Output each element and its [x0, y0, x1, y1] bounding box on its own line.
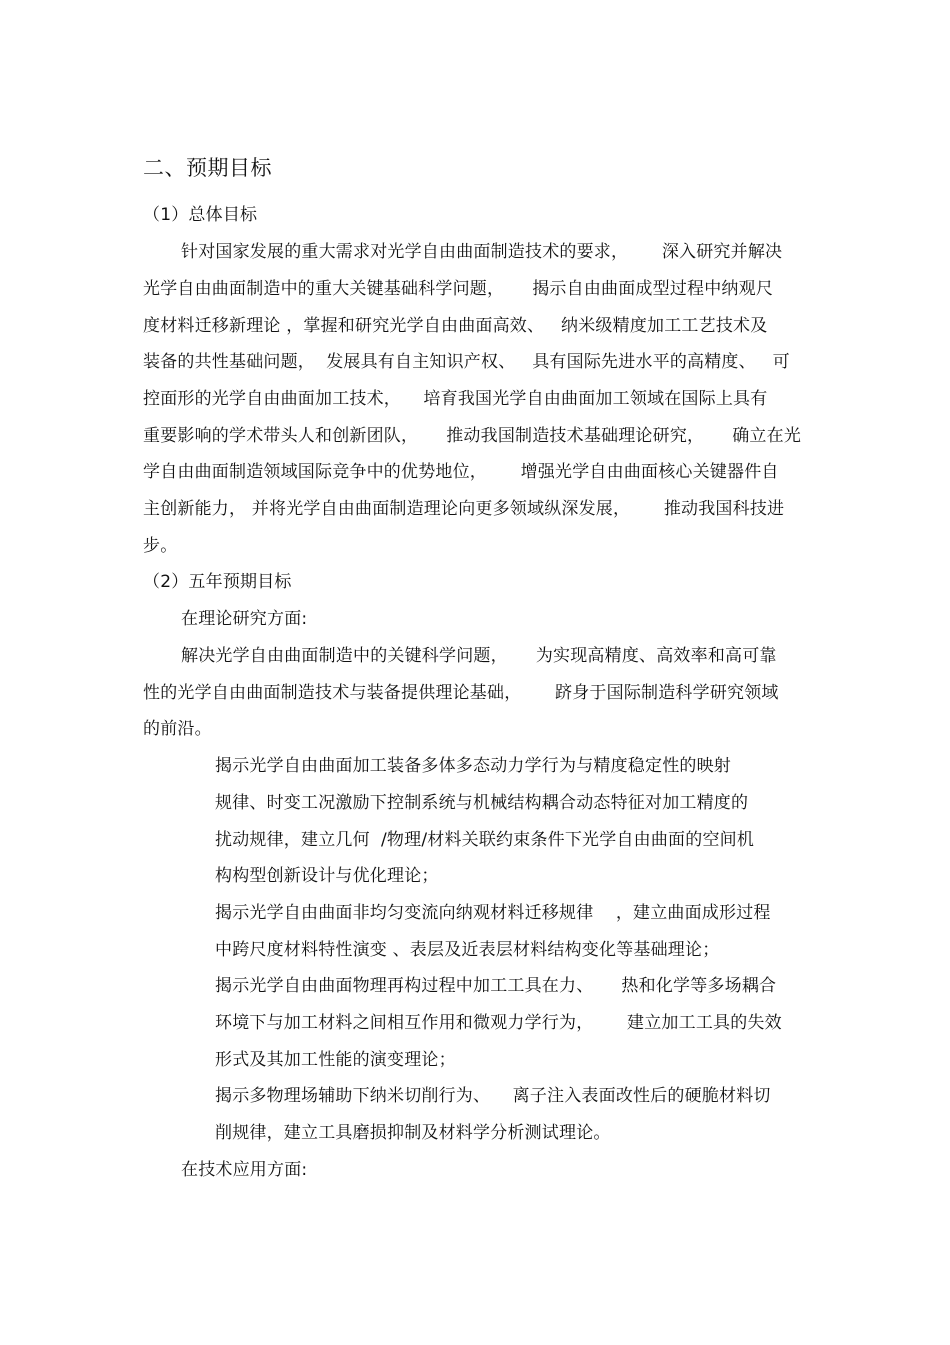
goal-item-line: 揭示光学自由曲面物理再构过程中加工工具在力、 热和化学等多场耦合	[215, 976, 777, 996]
goal-item-line: 形式及其加工性能的演变理论；	[215, 1050, 456, 1070]
goal-item-line: 揭示光学自由曲面非均匀变流向纳观材料迁移规律 ，建立曲面成形过程	[215, 903, 771, 923]
goal-item-line: 中跨尺度材料特性演变 、表层及近表层材料结构变化等基础理论；	[215, 940, 720, 960]
goal-item-line: 环境下与加工材料之间相互作用和微观力学行为， 建立加工工具的失效	[215, 1013, 782, 1033]
theory-paragraph-line: 的前沿。	[143, 719, 212, 739]
theory-paragraph-line: 性的光学自由曲面制造技术与装备提供理论基础， 跻身于国际制造科学研究领域	[143, 683, 779, 703]
overall-paragraph-line: 光学自由曲面制造中的重大关键基础科学问题， 揭示自由曲面成型过程中纳观尺	[143, 279, 774, 299]
goal-item-line: 规律、时变工况激励下控制系统与机械结构耦合动态特征对加工精度的	[215, 793, 749, 813]
overall-paragraph-line: 装备的共性基础问题， 发展具有自主知识产权、 具有国际先进水平的高精度、 可	[143, 352, 790, 372]
overall-paragraph-line: 学自由曲面制造领域国际竞争中的优势地位， 增强光学自由曲面核心关键器件自	[143, 462, 779, 482]
goal-item-line: 扰动规律，建立几何 /物理/材料关联约束条件下光学自由曲面的空间机	[215, 830, 755, 850]
overall-paragraph-line: 主创新能力， 并将光学自由曲面制造理论向更多领域纵深发展， 推动我国科技进	[143, 499, 785, 519]
overall-paragraph-line: 控面形的光学自由曲面加工技术， 培育我国光学自由曲面加工领域在国际上具有	[143, 389, 768, 409]
goal-item-line: 构构型创新设计与优化理论；	[215, 866, 439, 886]
overall-paragraph-line: 针对国家发展的重大需求对光学自由曲面制造技术的要求， 深入研究并解决	[181, 242, 783, 262]
theory-research-label: 在理论研究方面:	[181, 609, 308, 629]
overall-goal-heading: （1）总体目标	[143, 205, 258, 225]
five-year-goal-heading: （2）五年预期目标	[143, 572, 292, 592]
theory-paragraph-line: 解决光学自由曲面制造中的关键科学问题， 为实现高精度、高效率和高可靠	[181, 646, 777, 666]
overall-paragraph-line: 重要影响的学术带头人和创新团队， 推动我国制造技术基础理论研究， 确立在光	[143, 426, 802, 446]
goal-item-line: 揭示多物理场辅助下纳米切削行为、 离子注入表面改性后的硬脆材料切	[215, 1086, 771, 1106]
section-heading: 二、预期目标	[143, 156, 272, 180]
overall-paragraph-line: 步。	[143, 536, 178, 556]
goal-item-line: 削规律，建立工具磨损抑制及材料学分析测试理论。	[215, 1123, 611, 1143]
tech-application-label: 在技术应用方面:	[181, 1160, 308, 1180]
overall-paragraph-line: 度材料迁移新理论 ，掌握和研究光学自由曲面高效、 纳米级精度加工工艺技术及	[143, 316, 768, 336]
goal-item-line: 揭示光学自由曲面加工装备多体多态动力学行为与精度稳定性的映射	[215, 756, 731, 776]
